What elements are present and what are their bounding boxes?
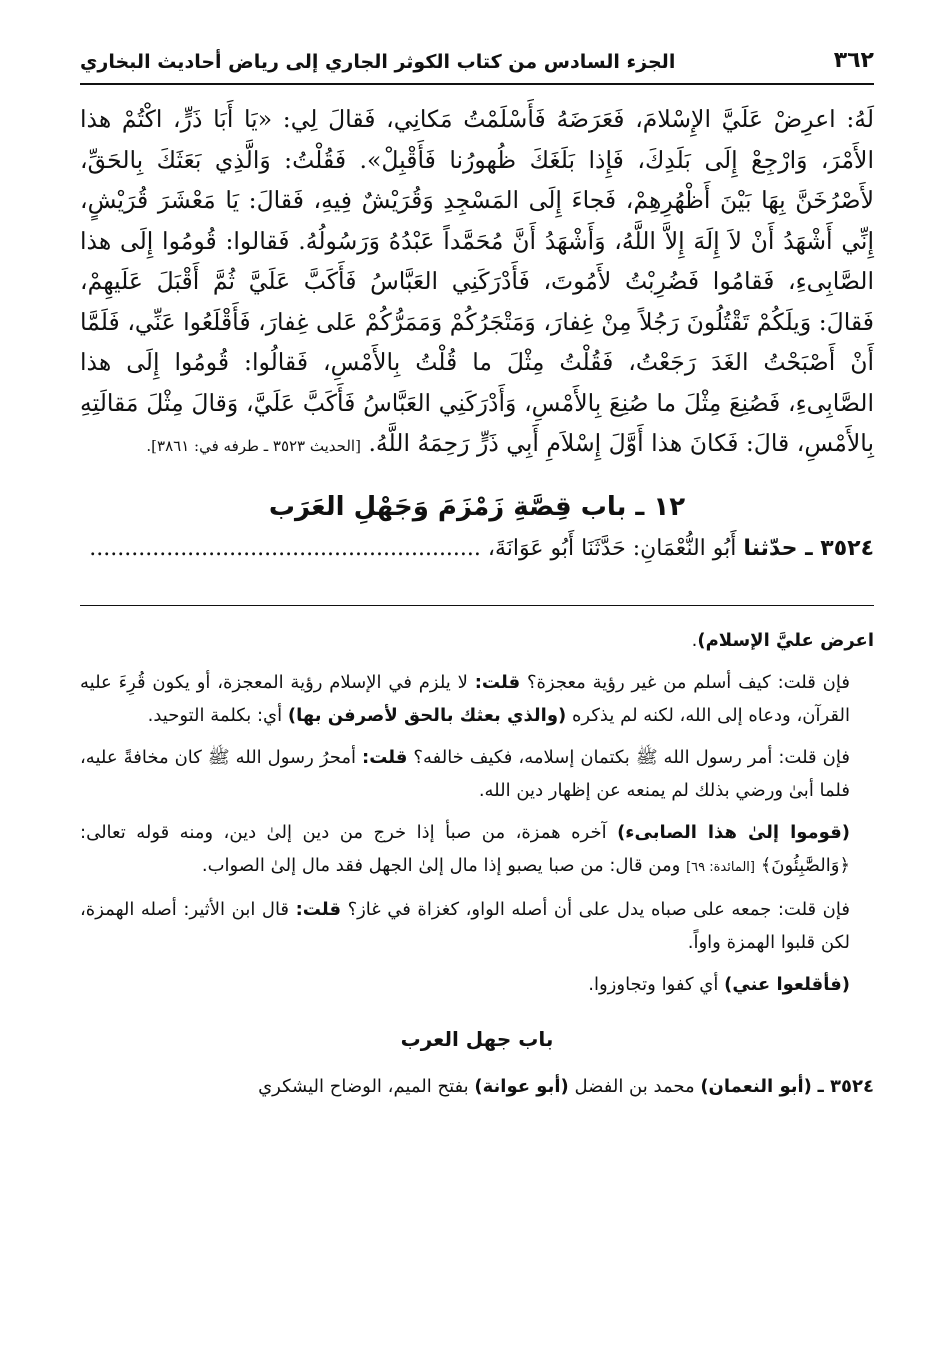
commentary-paragraph — [80, 666, 874, 732]
text: محمد بن الفضل — [574, 1075, 695, 1097]
text: فإن قلت: كيف أسلم من غير رؤية معجزة؟ — [526, 671, 850, 693]
chapter-title: ١٢ ـ باب قِصَّةِ زَمْزَمَ وَجَهْلِ العَرَب — [268, 491, 686, 522]
text: فإن قلت: جمعه على صباه يدل على أن أصله الواو، كغزاة في غاز؟ — [347, 898, 850, 920]
hadith-reference: [الحديث ٣٥٢٣ ـ طرفه في: ٣٨٦١]. — [146, 437, 361, 455]
running-head — [80, 48, 874, 85]
text: ومن قال: من صبا يصبو إذا مال إلىٰ الجهل فقد مال إلىٰ الصواب. — [201, 854, 681, 876]
bold-lemma: (أبو النعمان) — [700, 1075, 812, 1097]
page — [80, 48, 874, 1112]
hadith-text-block — [80, 99, 874, 467]
commentary-paragraph — [80, 816, 874, 884]
bold-lemma: اعرض عليَّ الإسلام) — [697, 629, 874, 651]
qult-label: قلت: — [474, 671, 521, 693]
ellipsis-dots: ........................................................ — [89, 535, 481, 561]
text: . — [691, 629, 698, 651]
running-title: الجزء السادس من كتاب الكوثر الجاري إلى رياض أحاديث البخاري — [80, 51, 676, 73]
page-number: ٣٦٢ — [833, 48, 874, 73]
hadith-number: ٣٥٢٤ ـ — [817, 1075, 874, 1097]
commentary-paragraph — [80, 1070, 874, 1103]
commentary-paragraph — [80, 741, 874, 807]
text: بفتح الميم، الوضاح اليشكري — [258, 1075, 469, 1097]
text: آخره همزة، من صبأ إذا خرج من دين إلىٰ دين، ومنه قوله تعالى: ﴿وَالصَّٰبِئُونَ﴾ — [80, 821, 850, 876]
commentary-paragraph — [80, 624, 874, 657]
qult-label: قلت: — [362, 746, 408, 768]
qult-label: قلت: — [295, 898, 341, 920]
bold-lemma: (قوموا إلىٰ هذا الصابىء) — [617, 821, 850, 843]
hadith-opening — [80, 529, 874, 569]
text: أي كفوا وتجاوزوا. — [588, 973, 719, 995]
hadith-text: لَهُ: اعرِضْ عَلَيَّ الإِسْلامَ، فَعَرَضَهُ فَأَسْلَمْتُ مَكانِي، فَقالَ لِي: «يَا أَبَا ذَرٍّ، اكْتُمْ هذا الأَمْرَ، وَارْجِعْ إِلَى بَلَدِكَ، فَإِذا بَلَغَكَ ظُهورُنا فَأَقْبِلْ». فَقُلْتُ: وَالَّذِي بَعَثَكَ بِالحَقِّ، لأَصْرُخَنَّ بِهَا بَيْنَ أَظْهُرِهِمْ، فَجاءَ إِلَى المَسْجِدِ وَقُرَيْشٌ فِيهِ، فَقالَ: يَا مَعْشَرَ قُرَيْشٍ، إِنِّي أَشْهَدُ أَنْ لاَ إِلَهَ إِلاَّ اللَّهُ، وَأَشْهَدُ أَنَّ مُحَمَّداً عَبْدُهُ وَرَسُولُهُ. فَقالوا: قُومُوا إِلَى هذا الصَّابِىءِ، فَقامُوا فَضُرِبْتُ لأَمُوتَ، فَأَدْرَكَنِي العَبَّاسُ فَأَكَبَّ عَلَيَّ ثُمَّ أَقْبَلَ عَلَيهِمْ، فَقالَ: وَيلَكُمْ تَقْتُلُونَ رَجُلاً مِنْ غِفارَ، وَمَتْجَرُكُمْ وَمَمَرُّكُمْ عَلى غِفارَ، فَأَقْلَعُوا عَنِّي، فَلَمَّا أَنْ أَصْبَحْتُ الغَدَ رَجَعْتُ، فَقُلْتُ مِثْلَ ما قُلْتُ بِالأَمْسِ، فَقالُوا: قُومُوا إِلَى هذا الصَّابِىءِ، فَصُنِعَ مِثْلَ ما صُنِعَ بِالأَمْسِ، وَأَدْرَكَنِي العَبَّاسُ فَأَكَبَّ عَلَيَّ، وَقالَ مِثْلَ مَقالَتِهِ بِالأَمْسِ، قالَ: فَكانَ هذا أَوَّلَ إِسْلاَمِ أَبِي ذَرٍّ رَحِمَهُ اللَّهُ. — [80, 105, 874, 457]
commentary-paragraph — [80, 893, 874, 959]
hadith-chain: أَبُو النُّعْمَانِ: حَدَّثَنَا أَبُو عَوَانَةَ، — [487, 535, 737, 561]
footnote-separator — [80, 605, 874, 606]
text: فإن قلت: أمر رسول الله ﷺ بكتمان إسلامه، فكيف خالفه؟ — [413, 746, 850, 768]
text: لا يلزم في الإسلام رؤية المعجزة، أو يكون قُرِءَ عليه القرآن، ودعاه إلى الله، لكنه لم يذكره — [80, 671, 850, 726]
quran-reference: [المائدة: ٦٩] — [686, 859, 755, 875]
bold-lemma: (أبو عوانة) — [474, 1075, 569, 1097]
section-subheading: باب جهل العرب — [400, 1026, 554, 1051]
commentary — [80, 624, 874, 1103]
commentary-paragraph — [80, 968, 874, 1001]
bold-lemma: (والذي بعثك بالحق لأصرفن بها) — [287, 704, 567, 726]
text: أمحرُ رسول الله ﷺ كان مخافةً عليه، فلما أبىٰ ورضي بذلك لم يمنعه عن إظهار دين الله. — [80, 746, 850, 801]
hadith-number: ٣٥٢٤ ـ حدّثنا — [743, 535, 874, 561]
bold-lemma: (فأقلعوا عني) — [724, 973, 850, 995]
text: أي: بكلمة التوحيد. — [147, 704, 283, 726]
text: قال ابن الأثير: أصله الهمزة، لكن قلبوا الهمزة واواً. — [80, 898, 850, 953]
